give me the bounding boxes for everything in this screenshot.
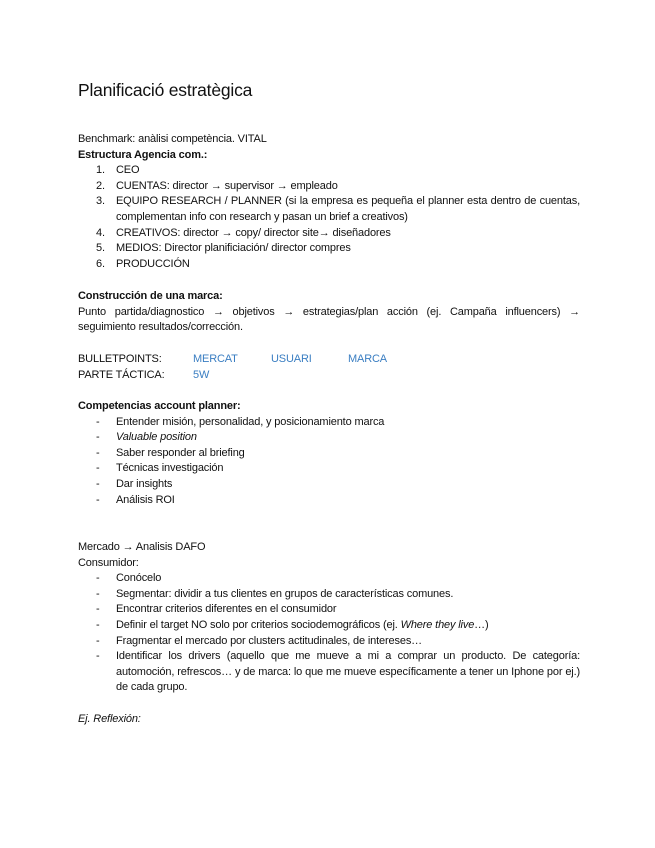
bulletpoints-row	[78, 352, 580, 368]
bulletpoints-section	[78, 352, 580, 384]
estructura-list	[78, 163, 580, 272]
list-item: 1. CEO	[96, 164, 140, 177]
list-item: 3. EQUIPO RESEARCH / PLANNER (si la empresa es pequeña el planner esta dentro de cuentas, complementan info con research y pasan un brief a creativos)	[96, 195, 580, 223]
estructura-section	[78, 132, 580, 272]
consumidor-heading: Consumidor:	[78, 556, 139, 569]
tag-marca: MARCA	[348, 353, 387, 365]
mercado-section	[78, 540, 580, 696]
list-item: - Técnicas investigación	[96, 462, 224, 475]
tactica-row	[78, 368, 580, 384]
list-item: - Definir el target NO solo por criterios sociodemográficos (ej. Where they live…)	[96, 618, 489, 631]
competencias-section	[78, 399, 580, 508]
list-item: - Identificar los drivers (aquello que me mueve a mi a comprar un producto. De categoría: automoción, refrescos… y de marca: lo que me mueve específicamente a tener un Iphone por ej.) de cada grupo.	[96, 650, 580, 694]
mercado-list	[78, 571, 580, 696]
list-item: 5. MEDIOS: Director planificiación/ director compres	[96, 242, 351, 255]
list-item: - Dar insights	[96, 477, 173, 490]
marca-section	[78, 289, 580, 336]
list-item: 4. CREATIVOS: director → copy/ director site→ diseñadores	[96, 226, 391, 239]
list-item: 2. CUENTAS: director → supervisor → empleado	[96, 179, 338, 192]
competencias-list	[78, 415, 580, 509]
list-item: - Encontrar criterios diferentes en el consumidor	[96, 603, 337, 616]
marca-text: Punto partida/diagnostico → objetivos → estrategias/plan acción (ej. Campaña influencers) → seguimiento resultados/corrección.	[78, 305, 580, 334]
list-item: 6. PRODUCCIÓN	[96, 257, 190, 270]
tag-usuari: USUARI	[271, 353, 312, 365]
page-title: Planificació estratègica	[78, 80, 253, 100]
list-item: - Entender misión, personalidad, y posicionamiento marca	[96, 415, 385, 428]
estructura-heading: Estructura Agencia com.:	[78, 148, 208, 161]
tag-mercat: MERCAT	[193, 353, 238, 365]
competencias-heading: Competencias account planner:	[78, 400, 241, 412]
marca-heading: Construcción de una marca:	[78, 290, 223, 302]
mercado-line: Mercado → Analisis DAFO	[78, 541, 206, 553]
list-item: - Conócelo	[96, 572, 162, 585]
list-item: - Valuable position	[96, 431, 197, 444]
list-item: - Fragmentar el mercado por clusters actitudinales, de intereses…	[96, 634, 423, 647]
list-item: - Segmentar: dividir a tus clientes en grupos de características comunes.	[96, 587, 454, 600]
tactica-label: PARTE TÁCTICA:	[78, 369, 165, 381]
reflexion-text: Ej. Reflexión:	[78, 713, 141, 725]
reflexion-section	[78, 712, 580, 728]
list-item: - Análisis ROI	[96, 493, 175, 506]
tactica-value: 5W	[193, 369, 210, 381]
bulletpoints-label: BULLETPOINTS:	[78, 353, 162, 365]
benchmark-line: Benchmark: anàlisi competència. VITAL	[78, 133, 267, 145]
list-item: - Saber responder al briefing	[96, 446, 245, 459]
